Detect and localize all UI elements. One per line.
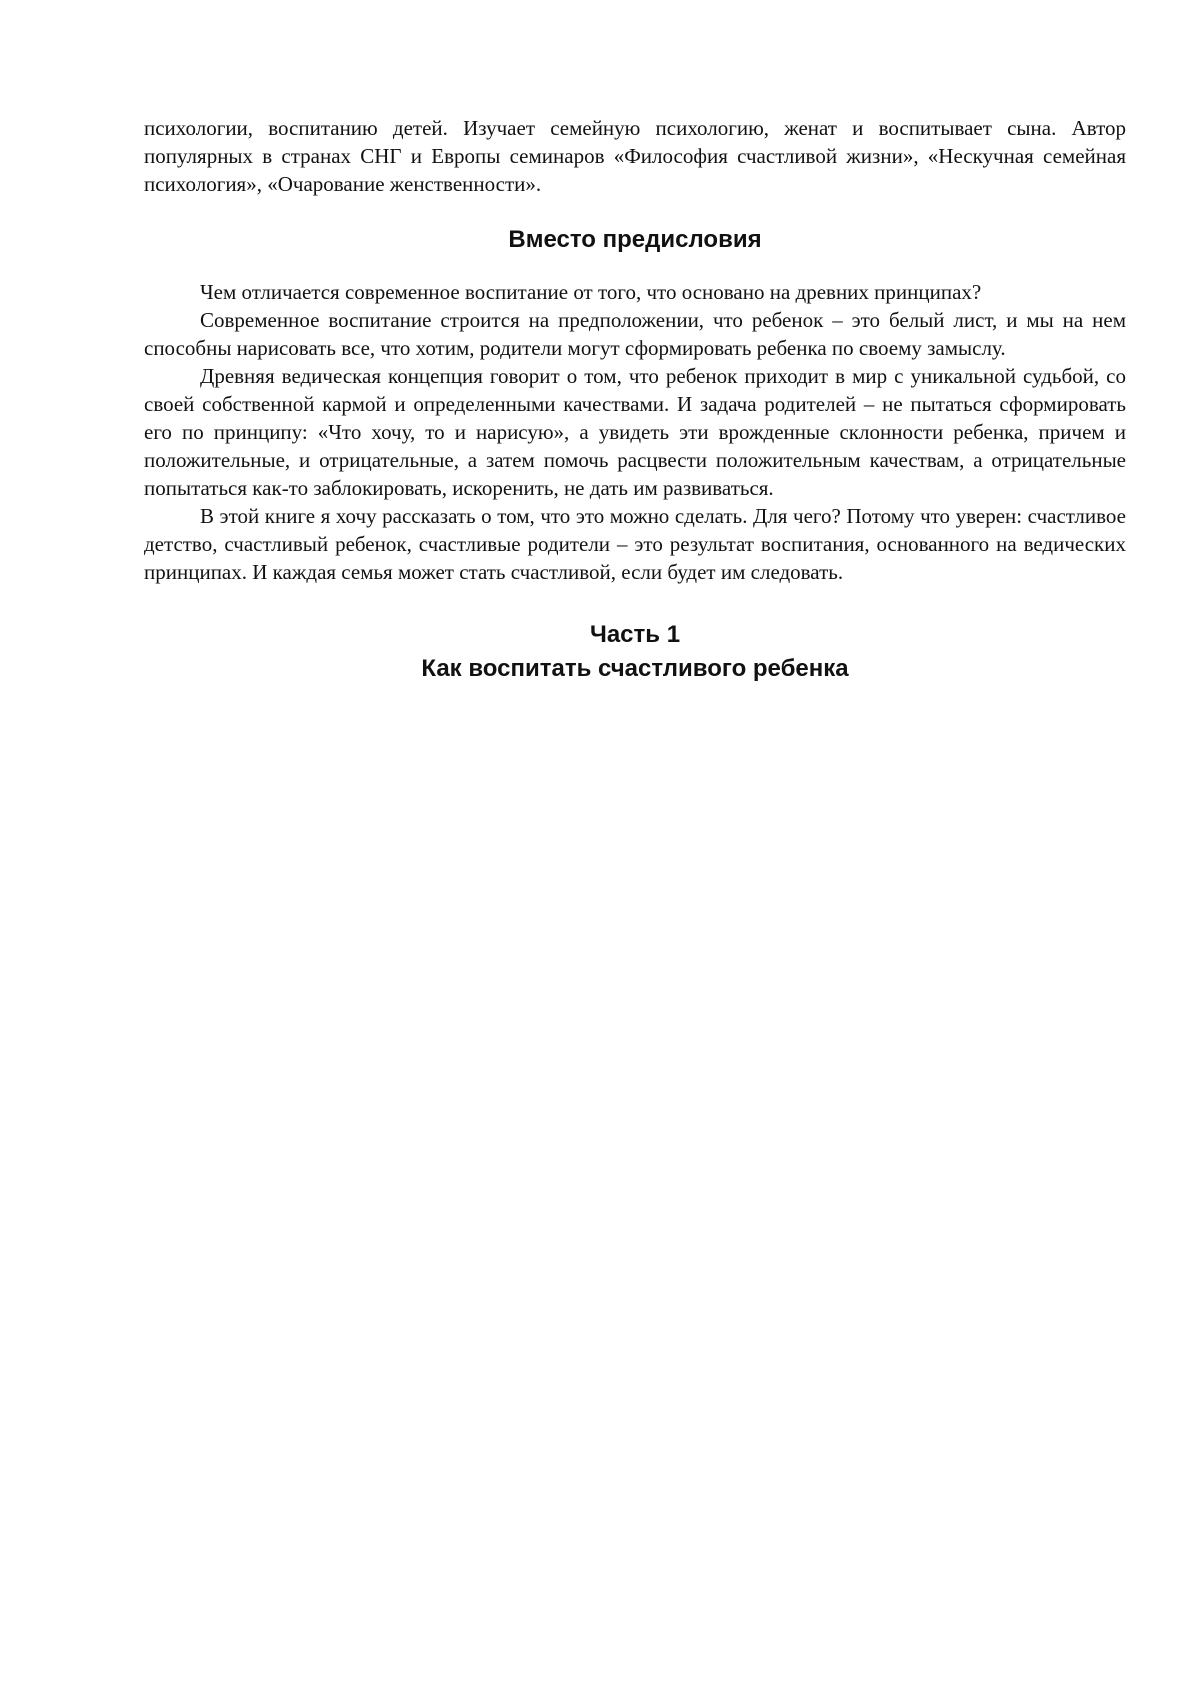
foreword-paragraph-4: В этой книге я хочу рассказать о том, что это можно сделать. Для чего? Потому что уверен: счастливое детство, счастливый ребенок, счастливые родители – это результат воспитания, основанного на ведических принципах. И каждая семья может стать счастливой, если будет им следовать. [144, 504, 1126, 584]
part-number: Часть 1 [589, 621, 681, 648]
foreword-paragraph-3: Древняя ведическая концепция говорит о том, что ребенок приходит в мир с уникальной судьбой, со своей собственной кармой и определенными качествами. И задача родителей – не пытаться сформировать его по принципу: «Что хочу, то и нарисую», а увидеть эти врожденные склонности ребенка, причем и положительные, и отрицательные, а затем помочь расцвести положительным качествам, а отрицательные попытаться как-то заблокировать, искоренить, не дать им развиваться. [144, 364, 1126, 500]
intro-paragraph: психологии, воспитанию детей. Изучает семейную психологию, женат и воспитывает сына. Автор популярных в странах СНГ и Европы семинаров «Философия счастливой жизни», «Нескучная семейная психология», «Очарование женственности». [144, 116, 1126, 196]
part-title: Как воспитать счастливого ребенка [421, 655, 849, 682]
foreword-paragraph-1: Чем отличается современное воспитание от того, что основано на древних принципах? [200, 280, 982, 304]
page-content [144, 114, 1126, 686]
foreword-paragraph-2: Современное воспитание строится на предположении, что ребенок – это белый лист, и мы на нем способны нарисовать все, что хотим, родители могут сформировать ребенка по своему замыслу. [144, 308, 1126, 360]
foreword-heading: Вместо предисловия [508, 226, 762, 253]
part-heading [144, 618, 1126, 686]
